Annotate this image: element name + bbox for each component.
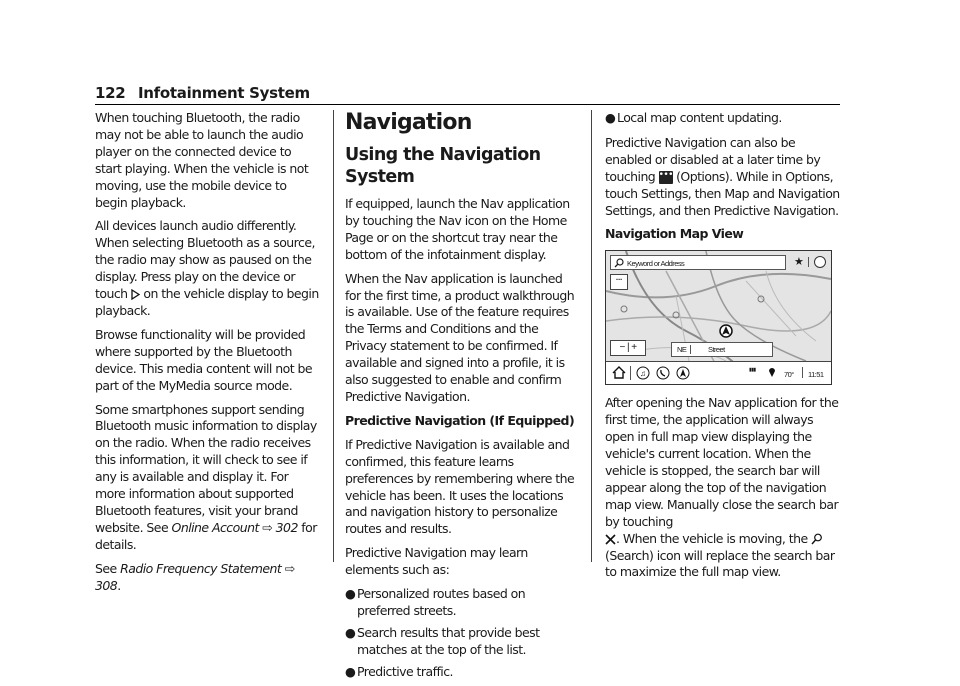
column-divider — [333, 110, 334, 562]
column-2 — [345, 110, 577, 686]
paragraph-text: . When the vehicle is moving, the — [616, 530, 808, 546]
heading-street-label — [671, 342, 773, 357]
heading-navigation: Navigation — [345, 110, 472, 135]
paragraph-text: (Search) icon will replace the search bar to maximize the full map view. — [605, 547, 835, 580]
vehicle-location-icon — [719, 324, 733, 340]
page-number: 122 — [95, 84, 126, 102]
favorites-star-icon[interactable]: ★ — [794, 256, 804, 269]
divider — [690, 345, 691, 354]
bullet-icon: ● — [345, 663, 356, 679]
divider — [808, 257, 809, 267]
svg-text:♫: ♫ — [640, 369, 646, 379]
radio-frequency-link[interactable]: Radio Frequency Statement — [120, 560, 282, 576]
paragraph — [95, 402, 320, 554]
bullet-icon: ● — [345, 624, 356, 640]
paragraph-text: See — [95, 560, 117, 576]
paragraph: If Predictive Navigation is available and confirmed, this feature learns preferences by remembering where the vehicle has been. It uses the locations and navigation history to personalize routes and results. — [345, 436, 575, 537]
location-pin-icon — [768, 366, 776, 378]
list-item-text: Search results that provide best matches at the top of the list. — [357, 624, 540, 657]
punctuation: . — [117, 577, 121, 593]
heading-using-navigation: Using the Navigation System — [345, 145, 541, 187]
list-item — [345, 664, 577, 681]
paragraph-text: Some smartphones support sending Bluetooth music information to display on the radio. When the radio receives this information, it will check to see if any is available and display it. For more information about supported Bluetooth features, visit your brand website. See — [95, 401, 317, 535]
page-ref-arrow-icon: ⇨ — [262, 519, 273, 535]
paragraph-text: on the vehicle display to begin playback. — [95, 286, 319, 318]
bullet-icon: ● — [605, 110, 616, 125]
paragraph — [95, 561, 320, 595]
paragraph: If equipped, launch the Nav application by touching the Nav icon on the Home Page or on the shortcut tray near the bottom of the infotainment display. — [345, 196, 570, 262]
search-icon — [614, 258, 624, 268]
clock-time: 11:51 — [808, 370, 824, 380]
zoom-control[interactable]: − | + — [610, 340, 646, 356]
map-search-bar[interactable] — [610, 255, 786, 270]
compass-direction: NE — [677, 345, 687, 355]
navigation-map-screenshot — [605, 250, 832, 385]
list-item-text: Local map content updating. — [617, 110, 782, 125]
paragraph — [605, 395, 840, 581]
page-ref[interactable]: 308 — [95, 577, 118, 593]
search-icon — [811, 533, 822, 545]
bullet-icon: ● — [345, 586, 356, 602]
signal-strength-icon: ▮▮▮ — [749, 367, 756, 374]
map-options-button[interactable]: ··· — [610, 274, 628, 290]
paragraph: Browse functionality will be provided where supported by the Bluetooth device. This media content will not be part of the MyMedia source mode. — [95, 326, 313, 393]
divider — [630, 366, 631, 380]
paragraph — [95, 218, 320, 319]
paragraph: When touching Bluetooth, the radio may not be able to launch the audio player on the connected device to start playing. When the vehicle is not moving, use the mobile device to begin playback. — [95, 110, 309, 210]
column-1 — [95, 110, 320, 601]
search-placeholder: Keyword or Address — [627, 259, 685, 269]
list-item — [345, 625, 577, 659]
list-item — [345, 586, 577, 620]
audio-icon[interactable] — [636, 366, 650, 380]
paragraph-text: After opening the Nav application for the first time, the application will always open in full map view displaying the vehicle's current location. When the vehicle is stopped, the search bar will appear along the top of the navigation map view. Manually close the search bar by touching — [605, 395, 839, 529]
page-header — [95, 82, 840, 105]
options-icon: ••• — [659, 171, 673, 184]
online-account-link[interactable]: Online Account — [171, 519, 259, 535]
heading-navigation-map-view: Navigation Map View — [605, 226, 744, 242]
shortcut-tray — [606, 361, 831, 384]
section-title: Infotainment System — [138, 84, 310, 102]
column-divider — [591, 110, 592, 562]
temperature: 70° — [784, 370, 794, 380]
paragraph-text: (Options). While in Options, touch Settings, then Map and Navigation Settings, and then Predictive Navigation. — [605, 168, 840, 218]
paragraph-text: Predictive Navigation can also be enabled or disabled at a later time by touching — [605, 134, 821, 184]
divider — [802, 367, 803, 378]
paragraph-text: for details. — [95, 519, 317, 552]
close-x-icon — [605, 534, 616, 545]
play-icon — [131, 289, 140, 300]
paragraph: Predictive Navigation may learn elements such as: — [345, 545, 528, 578]
current-street: Street — [708, 345, 725, 355]
phone-icon[interactable] — [656, 366, 670, 380]
column-3 — [605, 110, 840, 588]
paragraph — [605, 135, 840, 220]
nav-icon[interactable] — [676, 366, 690, 380]
paragraph-text: All devices launch audio differently. When selecting Bluetooth as a source, the radio may show as paused on the display. Press play on the device or touch — [95, 218, 315, 302]
page-ref-arrow-icon: ⇨ — [284, 560, 295, 576]
list-item — [605, 110, 840, 127]
heading-predictive-navigation: Predictive Navigation (If Equipped) — [345, 412, 575, 428]
list-item-text: Personalized routes based on preferred streets. — [357, 586, 526, 618]
home-icon[interactable] — [612, 366, 626, 379]
page-ref[interactable]: 302 — [275, 519, 298, 535]
list-item-text: Predictive traffic. — [357, 663, 453, 679]
paragraph: When the Nav application is launched for the first time, a product walkthrough is available. Use of the feature requires the Terms and Conditions and the Privacy statement to be confirmed. If available and signed into a profile, it is also suggested to enable and confirm Predictive Navigation. — [345, 270, 575, 404]
